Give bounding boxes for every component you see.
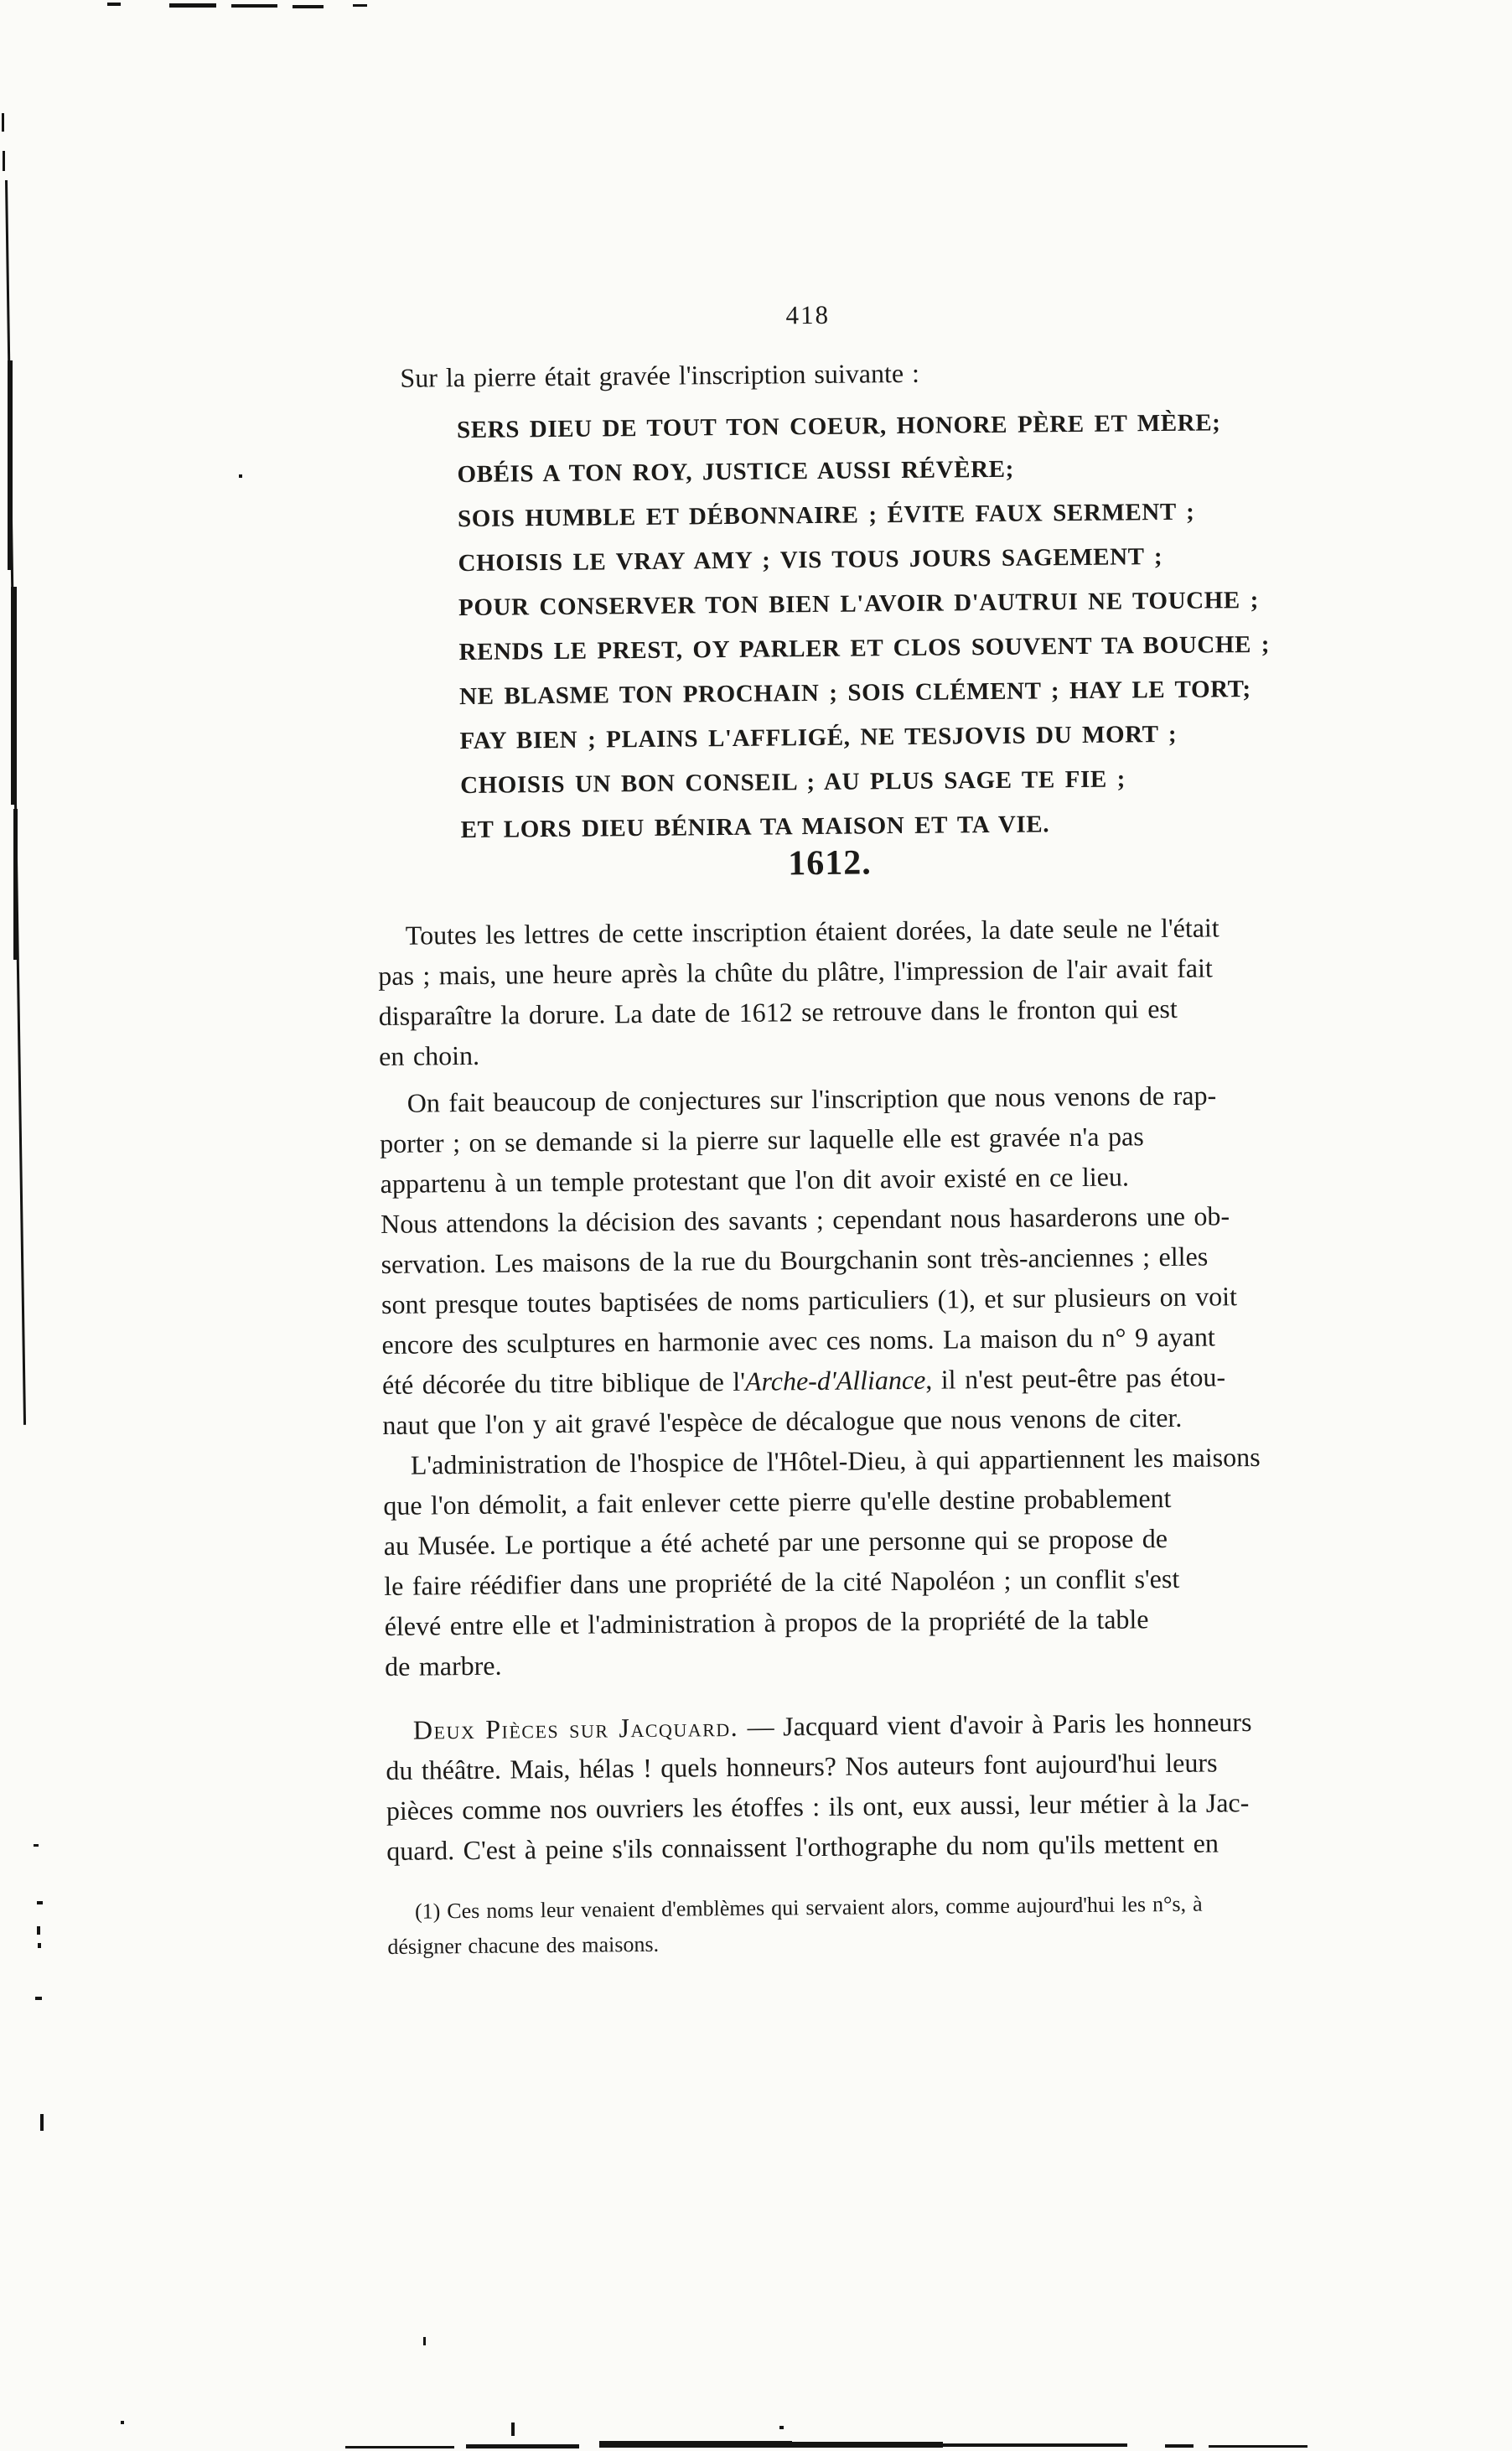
paragraph-hotel-dieu: [383, 1437, 1291, 1687]
scan-artifact-bottom-rule: [1165, 2444, 1194, 2448]
scan-artifact-speck: [34, 1844, 39, 1847]
scan-artifact-top-dash: [231, 4, 277, 8]
scan-artifact-bottom-rule: [1209, 2445, 1307, 2448]
scan-artifact-left-tick: [2, 113, 4, 132]
text-segment: , il n'est peut-être pas étou-: [925, 1361, 1226, 1395]
inscription-line: ET LORS DIEU BÉNIRA TA MAISON ET TA VIE.: [460, 811, 1050, 844]
text-line: Nous attendons la décision des savants ; cependant nous hasarderons une ob-: [380, 1200, 1230, 1240]
footnote-line: (1) Ces noms leur venaient d'emblèmes qui servaient alors, comme aujourd'hui les n°s, à: [414, 1891, 1203, 1924]
text-line: pas ; mais, une heure après la chûte du plâtre, l'impression de l'air avait fait: [378, 952, 1213, 992]
scan-artifact-speck: [37, 1926, 40, 1935]
text-segment: — Jacquard vient d'avoir à Paris les honneurs: [738, 1707, 1252, 1742]
footnote: [387, 1886, 1293, 1965]
intro-line: Sur la pierre était gravée l'inscription suivante :: [400, 357, 920, 393]
inscription-line: SERS DIEU DE TOUT TON COEUR, HONORE PÈRE ET MÈRE;: [456, 409, 1221, 444]
inscription-line: SOIS HUMBLE ET DÉBONNAIRE ; ÉVITE FAUX SERMENT ;: [457, 498, 1195, 533]
inscription-line: FAY BIEN ; PLAINS L'AFFLIGÉ, NE TESJOVIS DU MORT ;: [459, 720, 1178, 755]
italic-title: Arche-d'Alliance: [744, 1364, 926, 1396]
text-line: porter ; on se demande si la pierre sur laquelle elle est gravée n'a pas: [380, 1121, 1144, 1159]
scan-artifact-gutter-blob: [13, 809, 18, 960]
text-line: appartenu à un temple protestant que l'on dit avoir existé en ce lieu.: [380, 1161, 1130, 1200]
scan-artifact-bottom-rule: [943, 2443, 1127, 2447]
scan-artifact-left-tick: [3, 151, 5, 171]
small-caps-lead: Deux Pièces sur Jacquard.: [412, 1711, 739, 1745]
text-segment: été décorée du titre biblique de l': [381, 1365, 746, 1400]
scan-artifact-gutter-blob: [8, 360, 13, 570]
scan-artifact-speck: [35, 1997, 42, 2000]
scan-artifact-speck: [239, 474, 242, 478]
scan-artifact-speck: [779, 2426, 784, 2429]
text-line: quard. C'est à peine s'ils connaissent l'orthographe du nom qu'ils mettent en: [386, 1827, 1219, 1866]
scan-artifact-speck: [37, 1901, 43, 1904]
scan-artifact-speck: [38, 1943, 41, 1948]
scan-artifact-speck: [40, 2114, 44, 2131]
text-line: sont presque toutes baptisées de noms particuliers (1), et sur plusieurs on voit: [381, 1281, 1238, 1319]
text-line: le faire réédifier dans une propriété de la cité Napoléon ; un conflit s'est: [384, 1562, 1180, 1601]
scan-artifact-bottom-rule: [792, 2442, 943, 2448]
paragraph-conjectures: [380, 1075, 1288, 1445]
footnote-line: désigner chacune des maisons.: [387, 1931, 660, 1959]
stone-inscription: [457, 401, 1282, 852]
inscription-line: NE BLASME TON PROCHAIN ; SOIS CLÉMENT ; HAY LE TORT;: [458, 676, 1251, 711]
text-line: du théâtre. Mais, hélas ! quels honneurs? Nos auteurs font aujourd'hui leurs: [386, 1747, 1218, 1785]
inscription-date: 1612.: [788, 843, 872, 884]
inscription-line: RENDS LE PREST, OY PARLER ET CLOS SOUVENT TA BOUCHE ;: [458, 630, 1271, 666]
text-line: disparaître la dorure. La date de 1612 se retrouve dans le fronton qui est: [378, 992, 1178, 1032]
inscription-line: CHOISIS UN BON CONSEIL ; AU PLUS SAGE TE FIE ;: [459, 765, 1126, 800]
scan-artifact-bottom-rule: [345, 2446, 454, 2448]
scan-artifact-bottom-rule: [599, 2441, 792, 2448]
text-line: élevé entre elle et l'administration à propos de la propriété de la table: [384, 1604, 1149, 1641]
paragraph-gilding: [378, 907, 1285, 1076]
text-line: L'administration de l'hospice de l'Hôtel-Dieu, à qui appartiennent les maisons: [410, 1441, 1261, 1480]
scanned-book-page: [372, 295, 1293, 1965]
inscription-line: OBÉIS A TON ROY, JUSTICE AUSSI RÉVÈRE;: [457, 455, 1015, 489]
text-line: servation. Les maisons de la rue du Bourgchanin sont très-anciennes ; elles: [381, 1241, 1209, 1280]
scan-artifact-bottom-rule: [466, 2444, 579, 2448]
text-line: On fait beaucoup de conjectures sur l'inscription que nous venons de rap-: [406, 1080, 1217, 1118]
page-number: 418: [785, 299, 831, 330]
scan-artifact-speck: [511, 2422, 515, 2436]
text-line: au Musée. Le portique a été acheté par une personne qui se propose de: [383, 1523, 1168, 1561]
inscription-line: POUR CONSERVER TON BIEN L'AVOIR D'AUTRUI NE TOUCHE ;: [458, 586, 1260, 622]
text-line: naut que l'on y ait gravé l'espèce de décalogue que nous venons de citer.: [382, 1402, 1183, 1440]
scan-artifact-speck: [121, 2421, 124, 2424]
inscription-line: CHOISIS LE VRAY AMY ; VIS TOUS JOURS SAGEMENT ;: [458, 543, 1163, 578]
scan-artifact-top-dash: [353, 4, 367, 7]
text-line: Toutes les lettres de cette inscription étaient dorées, la date seule ne l'était: [405, 912, 1219, 951]
paragraph-jacquard: [386, 1702, 1292, 1871]
text-line: encore des sculptures en harmonie avec ces noms. La maison du n° 9 ayant: [381, 1321, 1215, 1360]
scan-artifact-gutter-blob: [11, 587, 17, 805]
scan-artifact-speck: [423, 2337, 426, 2345]
scan-artifact-top-dash: [293, 5, 324, 8]
text-line: de marbre.: [385, 1650, 502, 1682]
scan-artifact-top-dash: [169, 3, 216, 8]
text-line: pièces comme nos ouvriers les étoffes : ils ont, eux aussi, leur métier à la Jac-: [386, 1787, 1250, 1826]
scan-artifact-top-dash: [107, 3, 121, 6]
text-line: en choin.: [379, 1039, 480, 1072]
text-line: que l'on démolit, a fait enlever cette pierre qu'elle destine probablement: [383, 1482, 1172, 1521]
